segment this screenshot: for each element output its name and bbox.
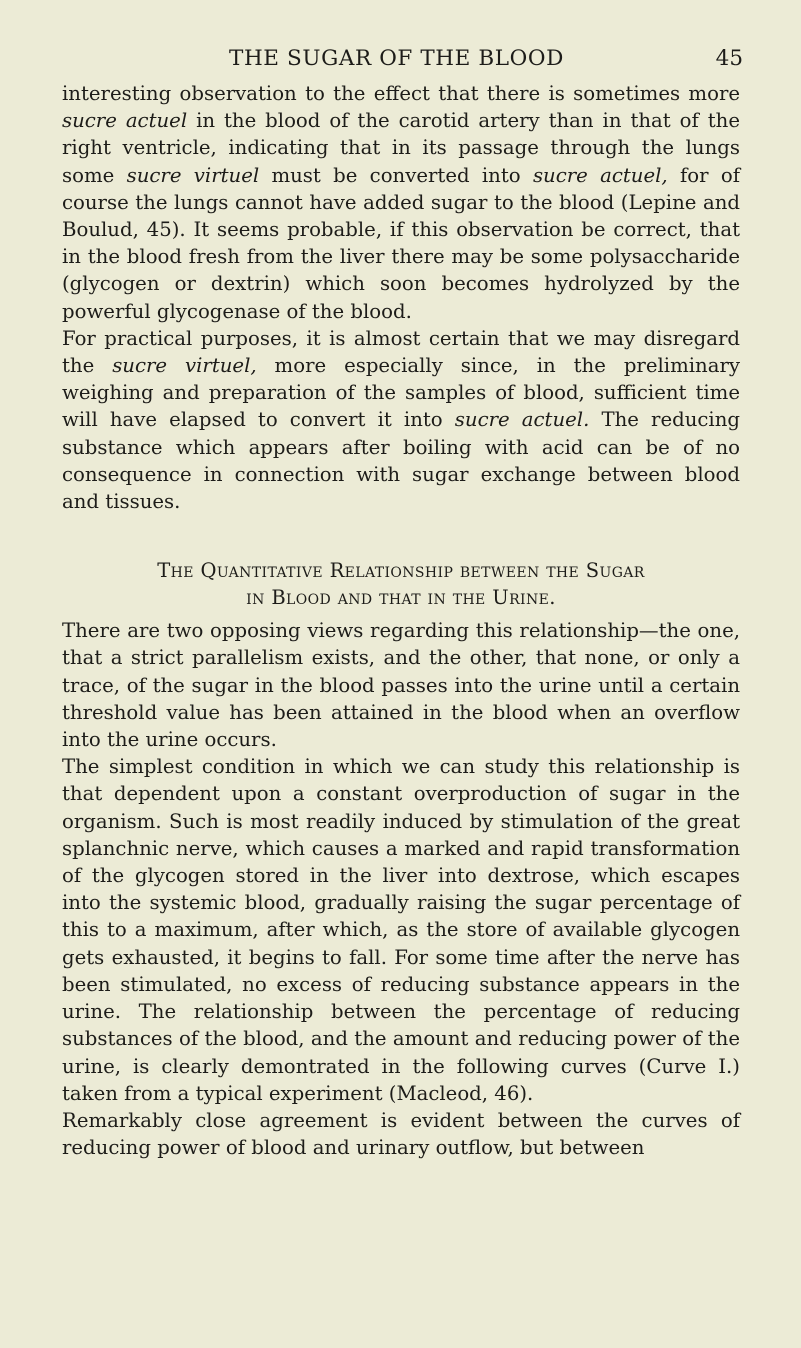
book-page [62,46,743,1161]
paragraph-1 [62,80,740,325]
paragraph-2 [62,325,740,515]
italic-term: sucre actuel [62,109,188,133]
section-heading-line-1: The Quantitative Relationship between the Sugar [157,559,645,583]
text-run: The reducing substance which appears after boiling with acid can be of no consequence in connection with sugar exchange between blood and tissues. [62,408,740,514]
text-run: more especially since, in the preliminary weighing and preparation of the samples of blood, sufficient time will have elapsed to convert it into [62,354,740,432]
text-run: interesting observation to the effect that there is sometimes more [62,82,740,105]
text-run: For practical purposes, it is almost certain that we may disregard the [62,326,740,378]
italic-term: sucre actuel, [532,163,668,187]
paragraph-4: The simplest condition in which we can study this relationship is that dependent upon a constant overproduction of sugar in the organism. Such is most readily induced by stimulation of the great splanchnic nerve, which causes a marked and rapid transformation of the glycogen stored in the liver into dextrose, which escapes into the systemic blood, gradually raising the sugar percentage of this to a maximum, after which, as the store of available glycogen gets exhausted, it begins to fall. For some time after the nerve has been stimulated, no excess of reducing substance appears in the urine. The relationship between the percentage of reducing substances of the blood, and the amount and reducing power of the urine, is clearly demontrated in the following curves (Curve I.) taken from a typical experiment (Macleod, 46). [62,755,740,1105]
italic-term: sucre actuel. [454,408,590,432]
italic-term: sucre virtuel, [112,354,257,378]
text-run: in the blood of the carotid artery than in that of the right ventricle, indicating that in its passage through the lungs some [62,109,740,187]
page-number: 45 [715,46,743,71]
section-heading-line-2: in Blood and that in the Urine. [246,586,556,610]
body-text [62,80,740,1161]
text-run: for of course the lungs cannot have added sugar to the blood (Lepine and Boulud, 45). It seems probable, if this observation be correct, that in the blood fresh from the liver there may be some polysaccharide (glycogen or dextrin) which soon becomes hydrolyzed by the powerful glycogenase of the blood. [62,163,740,323]
section-heading [62,557,740,611]
running-head [62,46,743,80]
running-head-title: THE SUGAR OF THE BLOOD [229,46,564,71]
italic-term: sucre virtuel [126,163,260,187]
paragraph-3: There are two opposing views regarding this relationship—the one, that a strict parallelism exists, and the other, that none, or only a trace, of the sugar in the blood passes into the urine until a certain threshold value has been attained in the blood when an overflow into the urine occurs. [62,619,740,752]
paragraph-5: Remarkably close agreement is evident between the curves of reducing power of blood and urinary outflow, but between [62,1108,740,1160]
text-run: must be converted into [259,163,533,187]
